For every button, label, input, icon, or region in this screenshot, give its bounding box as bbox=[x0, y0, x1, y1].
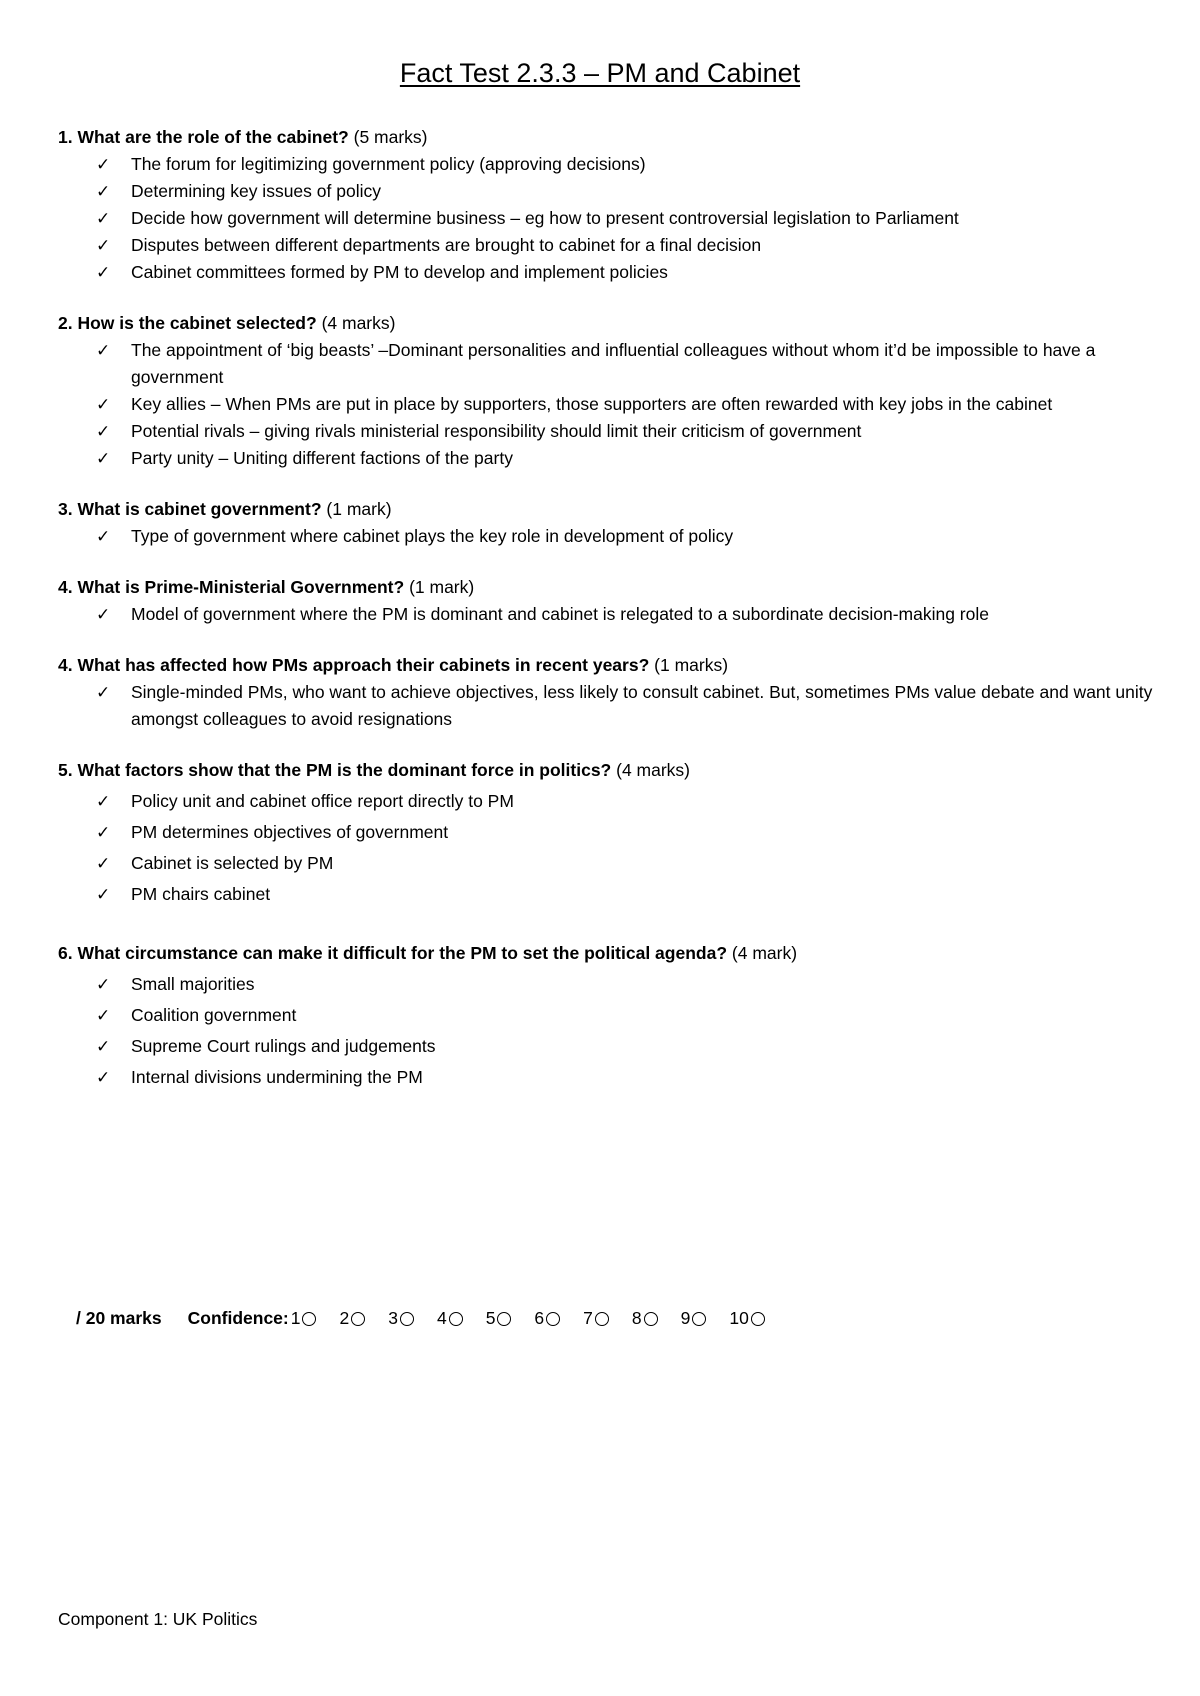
question-marks: (4 marks) bbox=[616, 760, 691, 780]
question-marks: (4 mark) bbox=[731, 943, 798, 963]
question-marks: (5 marks) bbox=[353, 127, 428, 147]
checkmark-icon: ✓ bbox=[96, 395, 111, 414]
answer-item: ✓ Decide how government will determine business – eg how to present controversial legislation to Parliament bbox=[58, 205, 1158, 232]
question-block bbox=[58, 124, 1158, 286]
checkmark-icon: ✓ bbox=[96, 527, 111, 546]
checkmark-icon: ✓ bbox=[96, 236, 111, 255]
question-text: 6. What circumstance can make it difficult for the PM to set the political agenda? bbox=[58, 943, 728, 963]
question-block bbox=[58, 652, 1158, 733]
radio-circle-icon[interactable] bbox=[692, 1312, 706, 1326]
answer-item: ✓ Type of government where cabinet plays the key role in development of policy bbox=[58, 523, 1158, 550]
answer-list bbox=[58, 523, 1158, 550]
question-heading bbox=[58, 310, 1158, 337]
answer-item: ✓ Coalition government bbox=[58, 1000, 1158, 1031]
answer-item: ✓ Potential rivals – giving rivals ministerial responsibility should limit their criticism of government bbox=[58, 418, 1158, 445]
radio-circle-icon[interactable] bbox=[449, 1312, 463, 1326]
radio-circle-icon[interactable] bbox=[546, 1312, 560, 1326]
question-marks: (4 marks) bbox=[321, 313, 396, 333]
checkmark-icon: ✓ bbox=[96, 975, 111, 994]
checkmark-icon: ✓ bbox=[96, 263, 111, 282]
confidence-option[interactable]: 3 bbox=[388, 1308, 414, 1329]
checkmark-icon: ✓ bbox=[96, 449, 111, 468]
score-label: / 20 marks bbox=[76, 1308, 162, 1328]
answer-item: ✓ Model of government where the PM is dominant and cabinet is relegated to a subordinate decision-making role bbox=[58, 601, 1158, 628]
question-heading bbox=[58, 757, 1158, 784]
answer-list bbox=[58, 786, 1158, 910]
question-block bbox=[58, 940, 1158, 1093]
checkmark-icon: ✓ bbox=[96, 1037, 111, 1056]
answer-item: ✓ Key allies – When PMs are put in place by supporters, those supporters are often rewarded with key jobs in the cabinet bbox=[58, 391, 1158, 418]
question-text: 4. What is Prime-Ministerial Government? bbox=[58, 577, 405, 597]
checkmark-icon: ✓ bbox=[96, 155, 111, 174]
question-text: 3. What is cabinet government? bbox=[58, 499, 322, 519]
confidence-option[interactable]: 8 bbox=[632, 1308, 658, 1329]
question-text: 2. How is the cabinet selected? bbox=[58, 313, 317, 333]
checkmark-icon: ✓ bbox=[96, 209, 111, 228]
answer-item: ✓ The appointment of ‘big beasts’ –Dominant personalities and influential colleagues without whom it’d be impossible to have a government bbox=[58, 337, 1158, 391]
answer-item: ✓ Supreme Court rulings and judgements bbox=[58, 1031, 1158, 1062]
page-footer: Component 1: UK Politics bbox=[58, 1609, 258, 1629]
answer-item: ✓ Disputes between different departments are brought to cabinet for a final decision bbox=[58, 232, 1158, 259]
question-text: 1. What are the role of the cabinet? bbox=[58, 127, 349, 147]
answer-list bbox=[58, 969, 1158, 1093]
answer-list bbox=[58, 679, 1158, 733]
radio-circle-icon[interactable] bbox=[751, 1312, 765, 1326]
question-block bbox=[58, 574, 1158, 628]
checkmark-icon: ✓ bbox=[96, 792, 111, 811]
confidence-option[interactable]: 2 bbox=[339, 1308, 365, 1329]
question-block bbox=[58, 496, 1158, 550]
question-marks: (1 marks) bbox=[654, 655, 729, 675]
question-marks: (1 mark) bbox=[326, 499, 392, 519]
confidence-option[interactable]: 10 bbox=[729, 1308, 764, 1329]
checkmark-icon: ✓ bbox=[96, 422, 111, 441]
question-heading bbox=[58, 940, 1158, 967]
checkmark-icon: ✓ bbox=[96, 182, 111, 201]
answer-item: ✓ Cabinet committees formed by PM to develop and implement policies bbox=[58, 259, 1158, 286]
checkmark-icon: ✓ bbox=[96, 854, 111, 873]
confidence-option[interactable]: 1 bbox=[291, 1308, 317, 1329]
question-text: 5. What factors show that the PM is the dominant force in politics? bbox=[58, 760, 612, 780]
answer-item: ✓ Determining key issues of policy bbox=[58, 178, 1158, 205]
answer-item: ✓ PM determines objectives of government bbox=[58, 817, 1158, 848]
checkmark-icon: ✓ bbox=[96, 1068, 111, 1087]
question-block bbox=[58, 757, 1158, 910]
answer-item: ✓ The forum for legitimizing government policy (approving decisions) bbox=[58, 151, 1158, 178]
answer-item: ✓ Party unity – Uniting different factions of the party bbox=[58, 445, 1158, 472]
question-heading bbox=[58, 574, 1158, 601]
answer-item: ✓ Policy unit and cabinet office report directly to PM bbox=[58, 786, 1158, 817]
checkmark-icon: ✓ bbox=[96, 683, 111, 702]
answer-list bbox=[58, 151, 1158, 286]
answer-list bbox=[58, 601, 1158, 628]
question-block bbox=[58, 310, 1158, 472]
answer-item: ✓ PM chairs cabinet bbox=[58, 879, 1158, 910]
score-row bbox=[76, 1308, 788, 1329]
checkmark-icon: ✓ bbox=[96, 885, 111, 904]
answer-item: ✓ Small majorities bbox=[58, 969, 1158, 1000]
confidence-option[interactable]: 4 bbox=[437, 1308, 463, 1329]
answer-item: ✓ Internal divisions undermining the PM bbox=[58, 1062, 1158, 1093]
answer-item: ✓ Cabinet is selected by PM bbox=[58, 848, 1158, 879]
question-text: 4. What has affected how PMs approach their cabinets in recent years? bbox=[58, 655, 650, 675]
answer-item: ✓ Single-minded PMs, who want to achieve objectives, less likely to consult cabinet. But, sometimes PMs value debate and want unity amongst colleagues to avoid resignations bbox=[58, 679, 1158, 733]
radio-circle-icon[interactable] bbox=[400, 1312, 414, 1326]
question-marks: (1 mark) bbox=[409, 577, 475, 597]
checkmark-icon: ✓ bbox=[96, 1006, 111, 1025]
radio-circle-icon[interactable] bbox=[644, 1312, 658, 1326]
confidence-option[interactable]: 7 bbox=[583, 1308, 609, 1329]
radio-circle-icon[interactable] bbox=[351, 1312, 365, 1326]
confidence-option[interactable]: 5 bbox=[486, 1308, 512, 1329]
confidence-option[interactable]: 6 bbox=[534, 1308, 560, 1329]
radio-circle-icon[interactable] bbox=[497, 1312, 511, 1326]
confidence-option[interactable]: 9 bbox=[681, 1308, 707, 1329]
question-heading bbox=[58, 124, 1158, 151]
radio-circle-icon[interactable] bbox=[302, 1312, 316, 1326]
questions-container bbox=[58, 124, 1158, 1117]
question-heading bbox=[58, 652, 1158, 679]
page-title: Fact Test 2.3.3 – PM and Cabinet bbox=[399, 58, 801, 88]
checkmark-icon: ✓ bbox=[96, 605, 111, 624]
question-heading bbox=[58, 496, 1158, 523]
checkmark-icon: ✓ bbox=[96, 823, 111, 842]
confidence-label: Confidence: bbox=[187, 1308, 289, 1328]
answer-list bbox=[58, 337, 1158, 472]
checkmark-icon: ✓ bbox=[96, 341, 111, 360]
radio-circle-icon[interactable] bbox=[595, 1312, 609, 1326]
